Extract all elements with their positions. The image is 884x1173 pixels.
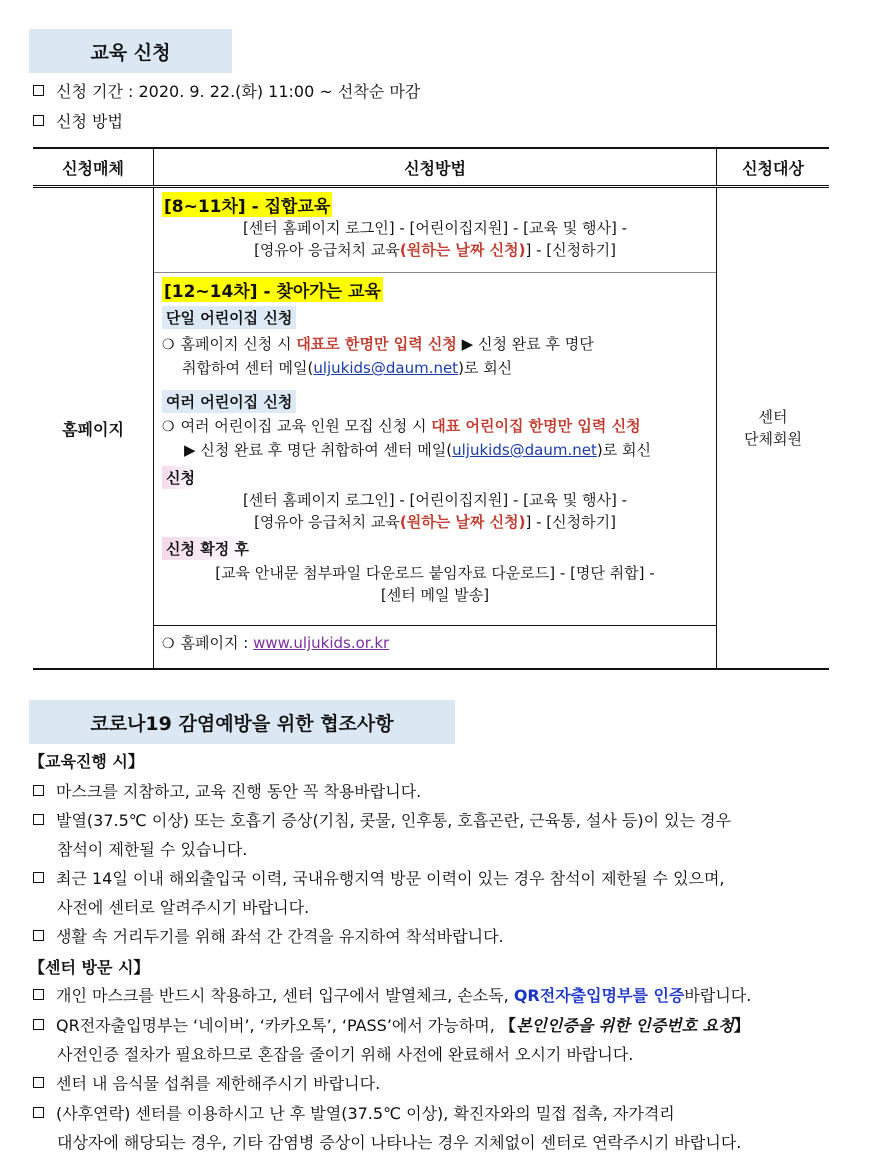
checkbox-square-icon <box>33 785 44 796</box>
target-cell <box>717 187 830 670</box>
checkbox-square-icon <box>33 1077 44 1088</box>
list-item-cont: 참석이 제한될 수 있습니다. <box>57 840 248 859</box>
visit-edu-block <box>154 272 716 625</box>
list-item: 발열(37.5℃ 이상) 또는 호흡기 증상(기침, 콧물, 인후통, 호흡곤란, 근육통, 설사 등)이 있는 경우 <box>33 810 731 832</box>
list-item-cont: 사전에 센터로 알려주시기 바랍니다. <box>57 898 310 917</box>
edu-header-text: 교육 신청 <box>90 41 171 64</box>
visit-center-title: 【센터 방문 시】 <box>29 958 150 977</box>
confirm-title: 신청 확정 후 <box>162 537 253 560</box>
target-line2: 단체회원 <box>744 430 802 448</box>
single-daycare-title: 단일 어린이집 신청 <box>162 306 296 329</box>
method-text: 신청 방법 <box>56 112 123 131</box>
confirm-line2: [센터 메일 발송] <box>380 586 490 604</box>
checkbox-square-icon <box>33 115 44 126</box>
email-link[interactable]: uljukids@daum.net <box>313 359 459 377</box>
list-item-cont: 사전인증 절차가 필요하므로 혼잡을 줄이기 위해 사전에 완료해서 오시기 바랍니다. <box>57 1045 634 1064</box>
application-table <box>33 147 829 670</box>
media-cell: 홈페이지 <box>33 187 154 670</box>
group-edu-line2: [영유아 응급처치 교육(원하는 날짜 신청)] - [신청하기] <box>254 241 616 259</box>
apply-title: 신청 <box>162 466 199 489</box>
group-edu-block <box>154 188 716 272</box>
checkbox-square-icon <box>33 85 44 96</box>
checkbox-square-icon <box>33 1019 44 1030</box>
list-item: 마스크를 지참하고, 교육 진행 동안 꼭 착용바랍니다. <box>33 781 421 803</box>
apply-line1: [센터 홈페이지 로그인] - [어린이집지원] - [교육 및 행사] - <box>242 491 628 509</box>
list-item-cont: 대상자에 해당되는 경우, 기타 감염병 증상이 나타나는 경우 지체없이 센터로 연락주시기 바랍니다. <box>57 1133 742 1152</box>
single-daycare-text: ❍ 홈페이지 신청 시 대표로 한명만 입력 신청 ▶ 신청 완료 후 명단 취합하여 센터 메일(uljukids@daum.net)로 회신 <box>162 335 594 377</box>
covid-section-header <box>29 700 455 744</box>
col-header-target: 신청대상 <box>717 148 830 187</box>
target-line1: 센터 <box>758 408 788 426</box>
during-edu-title: 【교육진행 시】 <box>29 752 144 771</box>
circle-bullet-icon: ❍ <box>162 419 175 435</box>
group-edu-title: [8~11차] - 집합교육 <box>162 192 332 217</box>
table-header-row <box>33 148 829 187</box>
homepage-label: 홈페이지 : <box>180 634 254 652</box>
bullet-period <box>33 81 420 103</box>
circle-bullet-icon: ❍ <box>162 337 175 353</box>
confirm-line1: [교육 안내문 첨부파일 다운로드 붙임자료 다운로드] - [명단 취합] - <box>215 564 655 582</box>
bullet-method <box>33 111 123 133</box>
table-row <box>33 187 829 670</box>
circle-bullet-icon: ❍ <box>162 636 175 652</box>
checkbox-square-icon <box>33 872 44 883</box>
group-edu-line1: [센터 홈페이지 로그인] - [어린이집지원] - [교육 및 행사] - <box>242 219 628 237</box>
checkbox-square-icon <box>33 989 44 1000</box>
apply-line2: [영유아 응급처치 교육(원하는 날짜 신청)] - [신청하기] <box>254 513 616 531</box>
multi-daycare-title: 여러 어린이집 신청 <box>162 390 296 413</box>
checkbox-square-icon <box>33 930 44 941</box>
list-item: 최근 14일 이내 해외출입국 이력, 국내유행지역 방문 이력이 있는 경우 참석이 제한될 수 있으며, <box>33 868 725 890</box>
email-link[interactable]: uljukids@daum.net <box>452 441 597 459</box>
visit-edu-title: [12~14차] - 찾아가는 교육 <box>162 277 383 302</box>
checkbox-square-icon <box>33 1107 44 1118</box>
multi-daycare-text: ❍ 여러 어린이집 교육 인원 모집 신청 시 대표 어린이집 한명만 입력 신청 ▶ 신청 완료 후 명단 취합하여 센터 메일(uljukids@daum.net)로 회신 <box>162 417 651 459</box>
homepage-row <box>154 625 716 668</box>
list-item: 개인 마스크를 반드시 착용하고, 센터 입구에서 발열체크, 손소독, QR전자출입명부를 인증바랍니다. <box>33 985 751 1007</box>
covid-header-text: 코로나19 감염예방을 위한 협조사항 <box>90 712 394 735</box>
checkbox-square-icon <box>33 814 44 825</box>
edu-section-header <box>29 29 232 73</box>
col-header-method: 신청방법 <box>154 148 717 187</box>
list-item: 생활 속 거리두기를 위해 좌석 간 간격을 유지하여 착석바랍니다. <box>33 926 504 948</box>
list-item: 센터 내 음식물 섭취를 제한해주시기 바랍니다. <box>33 1073 380 1095</box>
homepage-link[interactable]: www.uljukids.or.kr <box>253 634 390 652</box>
list-item: QR전자출입명부는 ‘네이버’, ‘카카오톡’, ‘PASS’에서 가능하며, 【본인인증을 위한 인증번호 요청】 <box>33 1015 750 1037</box>
list-item: (사후연락) 센터를 이용하시고 난 후 발열(37.5℃ 이상), 확진자와의 밀접 접촉, 자가격리 <box>33 1103 675 1125</box>
period-text: 신청 기간 : 2020. 9. 22.(화) 11:00 ~ 선착순 마감 <box>56 82 421 101</box>
method-cell <box>154 187 717 670</box>
col-header-media: 신청매체 <box>33 148 154 187</box>
